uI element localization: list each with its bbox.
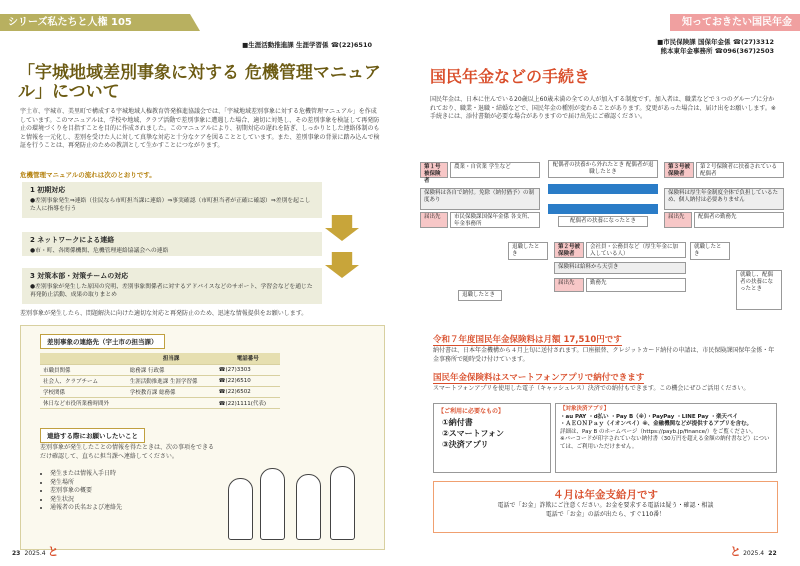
step-title: 1 初期対応 bbox=[30, 186, 66, 194]
request-text: 差別事象が発生したことの情報を得たときは、次の事項をできるだけ確認して、直ちに担当課へ連絡してください。 bbox=[40, 444, 215, 460]
dest-value: 勤務先 bbox=[586, 278, 686, 292]
step-text: ●差別事象が発生した原因の究明、差別事象関係者に対するアドバイスなどのサポート、学習会などを通じた再発防止活動、成果の取りまとめ bbox=[30, 284, 313, 298]
arrow-label: 就職し、配偶者の扶養になったとき bbox=[736, 270, 782, 310]
group-desc: 会社員・公務員など（厚生年金に加入している人） bbox=[586, 242, 686, 258]
arrow-label: 就職したとき bbox=[690, 242, 730, 260]
table-label: 差別事象の連絡先（宇土市の担当課） bbox=[40, 334, 165, 349]
list-item: ③決済アプリ bbox=[442, 440, 489, 449]
table-row: 市職員関係 総務課 行政係 ☎(27)3303 bbox=[40, 364, 280, 375]
dest-value: 市民保険課国保年金係 各支所、年金事務所 bbox=[450, 212, 540, 228]
step-title: 3 対策本部・対策チームの対応 bbox=[30, 272, 129, 280]
contact-header: ■市民保険課 国保年金係 ☎(27)3312 熊本東年金事務所 ☎096(367)2503 bbox=[657, 38, 774, 55]
page-footer: と 2025.4 22 bbox=[730, 545, 777, 558]
step-text: ●市・町、各関係機関、危機管理連絡協議会への連絡 bbox=[30, 248, 169, 254]
dest-label: 届出先 bbox=[554, 278, 584, 292]
request-label: 連絡する際にお願いしたいこと bbox=[40, 428, 145, 443]
arrow-label: 配偶者の扶養になったとき bbox=[558, 216, 648, 227]
group-desc: 農業・自営業 学生など bbox=[450, 162, 540, 178]
series-tab: シリーズ私たちと人権 105 bbox=[0, 14, 190, 31]
apps-box bbox=[555, 403, 777, 473]
group-pay: 保険料は各自で納付。免除（納付猶予）の制度あり bbox=[420, 188, 540, 210]
group-3-title: 第３号被保険者 bbox=[664, 162, 694, 178]
table-row: 社会人、クラブチーム 生涯活動推進課 生涯学習係 ☎(22)6510 bbox=[40, 375, 280, 386]
apps-list: ・au PAY ・d払い ・Pay B（※）・PayPay ・LINE Pay ・楽天ペイ bbox=[560, 413, 738, 420]
group-2-title: 第２号被保険者 bbox=[554, 242, 584, 258]
step-title: 2 ネットワークによる連絡 bbox=[30, 236, 115, 244]
step-text: ●差別事象発生⇒連絡（住民なら市町担当課に連絡）⇒事実確認（市町担当者が正確に確認）⇒差別を起こした人に指導を行う bbox=[30, 198, 311, 212]
apps-note: ※バーコードが印字されていない納付書（30万円を超える金額の納付書など）については、ご利用いただけません。 bbox=[560, 436, 770, 450]
page-footer: 23 2025.4 と bbox=[12, 545, 59, 558]
page-title: 国民年金などの手続き bbox=[430, 67, 591, 86]
pension-title: ４月は年金支給月です bbox=[553, 489, 658, 501]
dest-label: 届出先 bbox=[664, 212, 692, 228]
flow-heading: 危機管理マニュアルの流れは次のとおりです。 bbox=[20, 171, 156, 179]
group-1-title: 第１号被保険者 bbox=[420, 162, 448, 178]
step-2 bbox=[22, 232, 322, 256]
contact-table bbox=[40, 353, 280, 409]
arrow-down-icon bbox=[325, 252, 359, 278]
insurance-diagram bbox=[418, 150, 786, 315]
table-header: 電話番号 bbox=[216, 353, 280, 364]
stick-figures-illustration bbox=[218, 440, 378, 540]
pension-text: 電話で「お金」の話が出たら、すぐ110番！ bbox=[545, 510, 666, 518]
arrow-left-icon bbox=[548, 184, 658, 194]
group-pay: 保険料は厚生年金制度全体で負担しているため、個人納付は必要ありません bbox=[664, 188, 784, 210]
apps-list: ・ＡＥＯＮＰａｙ（イオンペイ）※、金融機関などが提供するアプリを含む。 bbox=[560, 421, 752, 427]
intro-text: 宇土市、宇城市、美里町で構成する宇城地域人権教育啓発推進協議会では、「宇城地域差別事象に対する危機管理マニュアル」を作成しています。このマニュアルは、学校や地域、クラブ活動で差別事象に遭遇した場合、適切に対処し、その差別事象を検証して再発防止の環境づくりを目指すことを目的に作成されました。このマニュアルにより、初期対応の遅れを防ぎ、しっかりとした連絡体制のもと情報を一元化し、差別を受けた人に対して真摯な対応と十分なケアを図ることとしています。また、差別事象の背景に踏み込んで検証を行うことは、再発防止のための教訓として生かすことにつながります。 bbox=[20, 108, 380, 150]
table-header: 担当課 bbox=[127, 353, 216, 364]
arrow-label: 退職したとき bbox=[458, 290, 502, 301]
pension-banner bbox=[433, 481, 778, 533]
logo-mark: と bbox=[730, 545, 741, 558]
contact-header: ■生涯活動推進課 生涯学習係 ☎(22)6510 bbox=[242, 41, 372, 49]
logo-mark: と bbox=[47, 545, 59, 558]
step-1 bbox=[22, 182, 322, 218]
dest-value: 配偶者の勤務先 bbox=[694, 212, 784, 228]
arrow-right-icon bbox=[548, 204, 658, 214]
table-header bbox=[40, 353, 127, 364]
request-list bbox=[50, 470, 220, 513]
section-tab: 知っておきたい国民年金 bbox=[670, 14, 800, 31]
group-desc: 第２号保険者に扶養されている配偶者 bbox=[696, 162, 784, 178]
group-pay: 保険料は給料から天引き bbox=[554, 262, 686, 274]
app-text: スマートフォンアプリを使用した電子（キャッシュレス）決済での納付もできます。この機会にぜひご活用ください。 bbox=[433, 385, 750, 392]
list-item: • 発生または情報入手日時 bbox=[50, 470, 220, 479]
list-item: • 発生状況 bbox=[50, 496, 220, 505]
apps-label: 【対象決済アプリ】 bbox=[560, 406, 610, 412]
apps-note: 詳細は、Pay B のホームページ（https://payb.jp/finance/）をご覧ください。 bbox=[560, 428, 757, 435]
app-heading: 国民年金保険料はスマートフォンアプリで納付できます bbox=[433, 373, 645, 383]
need-label: 【ご利用に必要なもの】 bbox=[438, 408, 505, 415]
arrow-label: 退職したとき bbox=[508, 242, 548, 260]
dest-label: 届出先 bbox=[420, 212, 448, 228]
arrow-down-icon bbox=[325, 215, 359, 241]
pension-text: 電話で「お金」詐欺にご注意ください。お金を要求する電話は疑う・確認・相談 bbox=[497, 502, 714, 509]
list-item: • 差別事象の概要 bbox=[50, 487, 220, 496]
list-item: • 発生場所 bbox=[50, 479, 220, 488]
fee-heading: 令和７年度国民年金保険料は月額 17,510円です bbox=[433, 335, 622, 345]
intro-text: 国民年金は、日本に住んでいる20歳以上60歳未満の全ての人が加入する制度です。加入者は、職業などで３つのグループに分かれており、職業・退職・結婚などで、国民年金の種別が変わることがあります。変更があった場合は、届け出をお願いします。※手続きには、添付書類が必要な場合がありますので届け出先にご確認ください。 bbox=[430, 96, 776, 121]
list-item: • 通報者の氏名および連絡先 bbox=[50, 504, 220, 513]
table-row: 学校関係 学校教育課 総務係 ☎(22)6502 bbox=[40, 386, 280, 397]
table-row: 休日など市役所業務時間外 ☎(22)1111(代表) bbox=[40, 397, 280, 408]
list-item: ②スマートフォン bbox=[442, 429, 504, 438]
after-text: 差別事象が発生したら、問題解決に向けた適切な対応と再発防止のため、迅速な情報提供をお願いします。 bbox=[20, 310, 308, 317]
arrow-label: 配偶者の扶養から外れたとき 配偶者が退職したとき bbox=[548, 160, 658, 178]
need-box bbox=[433, 403, 551, 473]
page-title: 「宇城地域差別事象に対する 危機管理マニュアル」について bbox=[18, 63, 381, 102]
fee-text: 納付書は、日本年金機構から４月上旬に送付されます。口座振替、クレジットカード納付の申請は、市民保険課国保年金係・年金事務所で随時受け付けています。 bbox=[433, 347, 775, 363]
step-3 bbox=[22, 268, 322, 304]
list-item: ①納付書 bbox=[442, 418, 473, 427]
